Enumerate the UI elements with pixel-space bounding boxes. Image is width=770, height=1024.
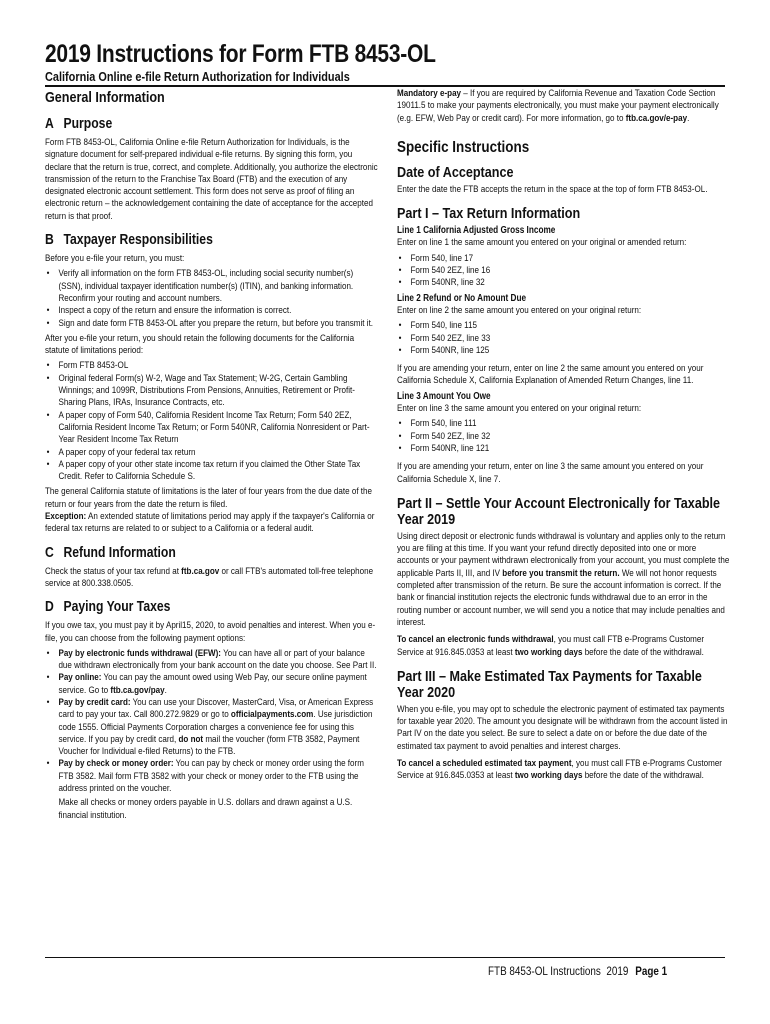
list-item: • Form 540 2EZ, line 32 [397,431,730,443]
section-title: Refund Information [63,544,176,561]
cancel-text-end: before the date of the withdrawal. [582,646,704,658]
line3-amend-text: If you are amending your return, enter on line 3 the same amount you entered on your California Schedule X, line 7. [397,461,704,485]
section-letter: C [45,544,54,561]
section-a-heading [45,115,378,133]
section-b-heading [45,231,378,249]
statute-text [45,486,378,535]
check-note: Make all checks or money orders payable in U.S. dollars and drawn against a U.S. financial institution. [58,797,353,821]
retain-documents-list [45,360,378,483]
section-d-heading [45,598,378,616]
section-letter: D [45,599,54,616]
part2-text-end: We will not honor requests completed after transmission of the return. Be sure the account information is correct. If the bank or financial institution rejects the electronic funds withdrawal due to an error in the routing number or account number, we will send you a notice that may include penalties and interest. [397,567,725,628]
line2-heading: Line 2 Refund or No Amount Due [397,292,527,304]
option-label: Pay by credit card: [58,696,131,708]
part3-heading: Part III – Make Estimated Tax Payments for Taxable Year 2020 [397,667,702,701]
line2-amend-text: If you are amending your return, enter on line 2 the same amount you entered on your California Schedule X, California Explanation of Amended Return Changes, line 11. [397,363,704,387]
list-item: • Form 540, line 115 [397,320,730,332]
cancel-label: To cancel a scheduled estimated tax payment [397,757,572,769]
list-item: • Inspect a copy of the return and ensure the information is correct. [45,305,378,317]
line2-list [397,320,730,357]
list-item: • Form 540NR, line 32 [397,277,730,289]
after-efile-text: After you e-file your return, you should retain the following documents for the California statute of limitations period: [45,332,355,357]
option-text: You can pay the amount owed using Web Pay, our secure online payment service. Go to [58,672,367,696]
responsibilities-intro: Before you e-file your return, you must: [45,253,185,265]
list-item: • Original federal Form(s) W-2, Wage and Tax Statement; W-2G, Certain Gambling Winnings; and 1099R, Distributions From Pensions, Annuities, Retirement or Profit-Sharing Plans, IRAs, Insurance Contracts, etc. [45,373,378,410]
part3-cancel-text [397,758,730,783]
right-column [397,88,730,786]
specific-instructions-heading: Specific Instructions [397,138,530,156]
list-item: • Sign and date form FTB 8453-OL after you prepare the return, but before you transmit it. [45,318,378,330]
refund-text [45,566,378,591]
list-item-check [45,758,378,821]
page-subtitle: California Online e-file Return Authorization for Individuals [45,69,350,84]
list-item: • Form 540, line 17 [397,253,730,265]
exception-text: An extended statute of limitations period may apply if the taxpayer's California or federal tax returns are related to or subject to a California or a federal audit. [45,511,375,535]
refund-text-start: Check the status of your tax refund at [45,565,182,577]
payment-options-list [45,648,378,822]
emphasis: do not [178,733,204,745]
page-footer [488,966,729,978]
cancel-text: , you must call FTB e-Programs Customer Service at 916.845.0353 at least [397,634,705,658]
list-item: • Verify all information on the form FTB 8453-OL, including social security number(s) (SSN), individual taxpayer identification number(s) (ITIN), and banking information. Reconfirm your routing and account numbers. [45,268,378,305]
part2-cancel-text [397,634,730,659]
page-number: Page 1 [635,966,668,978]
list-item: • A paper copy of your other state income tax return if you claimed the Other State Tax Credit. Refer to California Schedule S. [45,459,378,484]
mandatory-label: Mandatory e-pay [397,88,462,99]
list-item: • A paper copy of your federal tax return [45,447,378,459]
list-item: • Form 540 2EZ, line 16 [397,265,730,277]
general-information-heading: General Information [45,89,165,106]
statute-general: The general California statute of limitations is the later of four years from the due date of the return or four years from the date the return is filed. [45,486,373,510]
list-item: • Form FTB 8453-OL [45,360,378,372]
refund-text-end: or call FTB's automated toll-free telephone service at 800.338.0505. [45,565,374,589]
list-item: • Form 540, line 111 [397,418,730,430]
part1-heading: Part I – Tax Return Information [397,205,581,223]
section-c-heading [45,544,378,562]
list-item: • A paper copy of Form 540, California Resident Income Tax Return; Form 540 2EZ, California Resident Income Tax Return; or Form 540NR, California Nonresident or Part-Year Resident Income Tax Return [45,410,378,447]
part2-text [397,531,730,629]
option-text: . Use jurisdiction code 1555. Official Payments Corporation charges a convenience fee for using this service. If you pay by credit card, [58,709,373,745]
list-item-credit-card [45,697,378,758]
option-text-end: . [164,684,167,696]
option-label: Pay by electronic funds withdrawal (EFW): [58,647,221,659]
page-title: 2019 Instructions for Form FTB 8453-OL [45,40,436,68]
ftb-link[interactable]: ftb.ca.gov [181,565,220,577]
exception-label: Exception: [45,511,87,523]
option-label: Pay online: [58,672,102,684]
list-item: • Form 540NR, line 125 [397,345,730,357]
option-text: You can pay by check or money order using the form FTB 3582. Mail form FTB 3582 with your check or money order to the FTB using the address printed on the voucher. [58,758,364,795]
mandatory-body: – If you are required by California Revenue and Taxation Code Section 19011.5 to make your payments electronically, you must make your payment electronically (e.g. EFW, Web Pay or credit card). For more information, go to [397,88,719,124]
list-item: • Form 540NR, line 121 [397,443,730,455]
mandatory-epay-text [397,88,730,125]
list-item-efw [45,648,378,673]
cancel-label: To cancel an electronic funds withdrawal [397,634,554,646]
cancel-text: , you must call FTB e-Programs Customer Service at 916.845.0353 at least [397,757,723,782]
footer-rule [45,957,725,958]
option-text: You can use your Discover, MasterCard, Visa, or American Express card to pay your tax. Call 800.272.9829 or go to [58,696,374,721]
line3-text: Enter on line 3 the same amount you entered on your original return: [397,403,642,415]
line1-text: Enter on line 1 the same amount you entered on your original or amended return: [397,237,687,249]
cancel-text-end: before the date of the withdrawal. [582,770,704,782]
purpose-text: Form FTB 8453-OL, California Online e-file Return Authorization for Individuals, is the signature document for self-prepared individual e-file returns. By signing this form, you declare that the return is true, correct, and complete. Additionally, you authorize the electronic transmission of the return to the Franchise Tax Board (FTB) and the execution of any designated electronic account settlement. This form does not serve as proof of filing an electronic return – the acknowledgement containing the date of acceptance for the accepted return is that proof. [45,137,378,222]
line3-heading: Line 3 Amount You Owe [397,390,491,402]
section-title: Paying Your Taxes [63,599,171,616]
left-column [45,88,378,825]
pay-link[interactable]: ftb.ca.gov/pay [110,684,165,696]
line3-list [397,418,730,455]
section-title: Purpose [63,116,113,132]
section-letter: A [45,116,54,132]
footer-doc-name: FTB 8453-OL Instructions 2019 [488,966,629,978]
part2-text-start: Using direct deposit or electronic funds withdrawal is voluntary and applies only to the return you are filing at this time. If you want your refund directly deposited into one or more accounts or your payment withdrawn electronically from your account, you must complete the applicable Parts II, III, and IV [397,530,730,579]
paying-intro: If you owe tax, you must pay it by April15, 2020, to avoid penalties and interest. When you e-file, you can choose from the following payment options: [45,620,376,644]
line1-list [397,253,730,290]
date-of-acceptance-heading: Date of Acceptance [397,163,514,181]
epay-link[interactable]: ftb.ca.gov/e-pay [625,112,688,124]
emphasis: two working days [514,646,583,658]
emphasis: two working days [514,770,583,782]
section-title: Taxpayer Responsibilities [63,232,213,249]
line2-text: Enter on line 2 the same amount you entered on your original return: [397,304,642,316]
list-item: • Form 540 2EZ, line 33 [397,333,730,345]
section-letter: B [45,232,54,249]
emphasis: before you transmit the return. [502,567,620,579]
mandatory-end: . [687,112,690,124]
line1-heading: Line 1 California Adjusted Gross Income [397,225,556,237]
date-of-acceptance-text: Enter the date the FTB accepts the return in the space at the top of form FTB 8453-OL. [397,183,708,195]
option-label: Pay by check or money order: [58,758,174,770]
official-payments-link[interactable]: officialpayments.com [230,709,314,721]
before-efile-list [45,268,378,329]
option-text-end: mail the voucher (form FTB 3582, Payment Voucher for Individual e-filed Returns) to the FTB. [58,733,360,758]
header-rule [45,85,725,87]
option-text: You can have all or part of your balance due withdrawn electronically from your bank account on the date you choose. See Part II. [58,647,377,672]
part3-text: When you e-file, you may opt to schedule the electronic payment of estimated tax payments for taxable year 2020. The amount you designate will be withdrawn from the account listed in Part IV on the date you select. Be sure to select a date on or before the due date of the estimated tax payment to avoid penalties and interest charges. [397,703,728,752]
list-item-online [45,672,378,697]
part2-heading: Part II – Settle Your Account Electronically for Taxable Year 2019 [397,494,721,528]
